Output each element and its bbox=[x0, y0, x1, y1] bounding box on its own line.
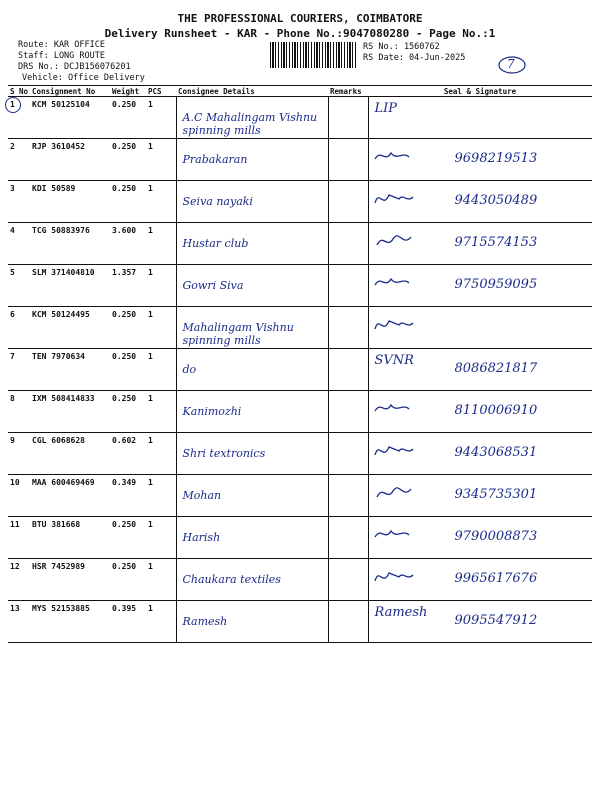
signature-scribble-icon bbox=[373, 483, 433, 505]
phone-handwriting: 9715574153 bbox=[454, 235, 538, 250]
row-remarks bbox=[328, 307, 368, 349]
consignee-handwriting: Gowri Siva bbox=[182, 279, 244, 292]
row-signature bbox=[368, 349, 592, 391]
table-row bbox=[8, 265, 592, 307]
consignee-handwriting: Mahalingam Vishnu spinning mills bbox=[182, 321, 294, 347]
signature-scribble-icon bbox=[373, 315, 433, 337]
row-signature bbox=[368, 223, 592, 265]
row-consignee bbox=[176, 139, 328, 181]
row-weight: 0.250 bbox=[110, 391, 146, 433]
table-row bbox=[8, 139, 592, 181]
row-sno: 2 bbox=[8, 139, 30, 181]
row-consignee bbox=[176, 475, 328, 517]
row-weight: 0.250 bbox=[110, 181, 146, 223]
row-pcs: 1 bbox=[146, 265, 176, 307]
consignee-handwriting: Chaukara textiles bbox=[182, 573, 281, 586]
phone-handwriting: 9965617676 bbox=[454, 571, 538, 586]
row-sno: 3 bbox=[8, 181, 30, 223]
row-consignee bbox=[176, 559, 328, 601]
row-remarks bbox=[328, 517, 368, 559]
row-remarks bbox=[328, 433, 368, 475]
row-remarks bbox=[328, 559, 368, 601]
row-remarks bbox=[328, 139, 368, 181]
col-signature: Seal & Signature bbox=[368, 86, 592, 97]
row-sno: 12 bbox=[8, 559, 30, 601]
row-weight: 0.250 bbox=[110, 139, 146, 181]
row-remarks bbox=[328, 475, 368, 517]
company-title: THE PROFESSIONAL COURIERS, COIMBATORE bbox=[177, 12, 423, 25]
barcode-icon bbox=[270, 42, 356, 68]
consignee-handwriting: Kanimozhi bbox=[182, 405, 242, 418]
table-row bbox=[8, 433, 592, 475]
row-pcs: 1 bbox=[146, 223, 176, 265]
row-consignment-no: BTU 381668 bbox=[30, 517, 110, 559]
row-signature bbox=[368, 307, 592, 349]
table-row bbox=[8, 97, 592, 139]
signature-text: SVNR bbox=[374, 353, 414, 368]
row-signature bbox=[368, 517, 592, 559]
row-remarks bbox=[328, 349, 368, 391]
row-sno: 8 bbox=[8, 391, 30, 433]
row-consignment-no: CGL 6068628 bbox=[30, 433, 110, 475]
col-consignment: Consignment No bbox=[30, 86, 110, 97]
col-weight: Weight bbox=[110, 86, 146, 97]
rs-date: RS Date: 04-Jun-2025 bbox=[363, 53, 466, 63]
consignee-handwriting: Harish bbox=[182, 531, 221, 544]
table-row bbox=[8, 475, 592, 517]
row-weight: 0.349 bbox=[110, 475, 146, 517]
vehicle-label: Vehicle: Office Delivery bbox=[22, 73, 145, 83]
route-label: Route: KAR OFFICE bbox=[18, 40, 105, 50]
row-consignment-no: HSR 7452989 bbox=[30, 559, 110, 601]
row-sno: 1 bbox=[8, 97, 30, 139]
row-consignment-no: KCM 50124495 bbox=[30, 307, 110, 349]
row-weight: 0.250 bbox=[110, 97, 146, 139]
row-sno: 6 bbox=[8, 307, 30, 349]
table-row bbox=[8, 601, 592, 643]
drs-label: DRS No.: DCJB156076201 bbox=[18, 62, 131, 72]
row-pcs: 1 bbox=[146, 139, 176, 181]
row-consignment-no: KDI 50589 bbox=[30, 181, 110, 223]
signature-scribble-icon bbox=[373, 273, 433, 295]
runsheet-table bbox=[8, 85, 592, 643]
table-row bbox=[8, 223, 592, 265]
row-pcs: 1 bbox=[146, 517, 176, 559]
row-sno: 10 bbox=[8, 475, 30, 517]
col-consignee: Consignee Details bbox=[176, 86, 328, 97]
signature-scribble-icon bbox=[373, 441, 433, 463]
row-consignee bbox=[176, 307, 328, 349]
circle-mark-icon bbox=[5, 97, 21, 113]
row-weight: 0.395 bbox=[110, 601, 146, 643]
row-signature bbox=[368, 391, 592, 433]
signature-scribble-icon bbox=[373, 231, 433, 253]
table-row bbox=[8, 181, 592, 223]
phone-handwriting: 9443068531 bbox=[454, 445, 538, 460]
row-weight: 0.250 bbox=[110, 559, 146, 601]
phone-handwriting: 9790008873 bbox=[454, 529, 538, 544]
signature-text: Ramesh bbox=[374, 605, 428, 620]
row-sno: 7 bbox=[8, 349, 30, 391]
row-pcs: 1 bbox=[146, 391, 176, 433]
col-pcs: PCS bbox=[146, 86, 176, 97]
runsheet-subtitle: Delivery Runsheet - KAR - Phone No.:9047080280 - Page No.:1 bbox=[104, 27, 496, 40]
row-pcs: 1 bbox=[146, 601, 176, 643]
row-pcs: 1 bbox=[146, 307, 176, 349]
phone-handwriting: 9750959095 bbox=[454, 277, 538, 292]
row-pcs: 1 bbox=[146, 97, 176, 139]
row-consignee bbox=[176, 433, 328, 475]
row-sno: 5 bbox=[8, 265, 30, 307]
table-row bbox=[8, 559, 592, 601]
consignee-handwriting: Shri textronics bbox=[182, 447, 266, 460]
row-remarks bbox=[328, 265, 368, 307]
row-consignment-no: KCM 50125104 bbox=[30, 97, 110, 139]
row-signature bbox=[368, 97, 592, 139]
page-mark bbox=[497, 55, 527, 75]
phone-handwriting: 9443050489 bbox=[454, 193, 538, 208]
row-consignee bbox=[176, 391, 328, 433]
row-sno: 11 bbox=[8, 517, 30, 559]
signature-scribble-icon bbox=[373, 147, 433, 169]
signature-scribble-icon bbox=[373, 399, 433, 421]
row-signature bbox=[368, 139, 592, 181]
table-row bbox=[8, 391, 592, 433]
row-pcs: 1 bbox=[146, 433, 176, 475]
row-signature bbox=[368, 475, 592, 517]
row-sno: 4 bbox=[8, 223, 30, 265]
row-pcs: 1 bbox=[146, 181, 176, 223]
signature-scribble-icon bbox=[373, 189, 433, 211]
row-consignment-no: MAA 600469469 bbox=[30, 475, 110, 517]
signature-text: LIP bbox=[374, 101, 398, 116]
row-remarks bbox=[328, 97, 368, 139]
row-weight: 0.602 bbox=[110, 433, 146, 475]
col-sno: S No bbox=[10, 86, 29, 96]
phone-handwriting: 9698219513 bbox=[454, 151, 538, 166]
row-consignee bbox=[176, 517, 328, 559]
table-row bbox=[8, 349, 592, 391]
page-mark-number: 7 bbox=[507, 57, 515, 71]
row-consignment-no: SLM 371404810 bbox=[30, 265, 110, 307]
row-signature bbox=[368, 265, 592, 307]
row-signature bbox=[368, 433, 592, 475]
row-remarks bbox=[328, 601, 368, 643]
consignee-handwriting: Hustar club bbox=[182, 237, 249, 250]
row-consignment-no: TCG 50883976 bbox=[30, 223, 110, 265]
consignee-handwriting: A.C Mahalingam Vishnu spinning mills bbox=[182, 111, 318, 137]
row-consignee bbox=[176, 181, 328, 223]
row-signature bbox=[368, 181, 592, 223]
row-weight: 0.250 bbox=[110, 349, 146, 391]
row-remarks bbox=[328, 181, 368, 223]
row-signature bbox=[368, 559, 592, 601]
row-weight: 1.357 bbox=[110, 265, 146, 307]
rs-number: RS No.: 1560762 bbox=[363, 42, 440, 52]
phone-handwriting: 8086821817 bbox=[454, 361, 538, 376]
row-consignee bbox=[176, 349, 328, 391]
row-consignment-no: MYS 52153885 bbox=[30, 601, 110, 643]
consignee-handwriting: Seiva nayaki bbox=[182, 195, 253, 208]
table-header-row bbox=[8, 86, 592, 97]
row-consignment-no: RJP 3610452 bbox=[30, 139, 110, 181]
consignee-handwriting: do bbox=[182, 363, 197, 376]
table-row bbox=[8, 307, 592, 349]
phone-handwriting: 9345735301 bbox=[454, 487, 538, 502]
row-weight: 0.250 bbox=[110, 517, 146, 559]
row-consignment-no: TEN 7970634 bbox=[30, 349, 110, 391]
table-row bbox=[8, 517, 592, 559]
row-consignee bbox=[176, 97, 328, 139]
row-pcs: 1 bbox=[146, 559, 176, 601]
row-consignee bbox=[176, 601, 328, 643]
row-weight: 3.600 bbox=[110, 223, 146, 265]
signature-scribble-icon bbox=[373, 525, 433, 547]
phone-handwriting: 8110006910 bbox=[454, 403, 538, 418]
row-remarks bbox=[328, 223, 368, 265]
row-signature bbox=[368, 601, 592, 643]
row-sno: 9 bbox=[8, 433, 30, 475]
row-pcs: 1 bbox=[146, 475, 176, 517]
row-consignee bbox=[176, 265, 328, 307]
row-remarks bbox=[328, 391, 368, 433]
row-consignee bbox=[176, 223, 328, 265]
row-sno: 13 bbox=[8, 601, 30, 643]
staff-label: Staff: LONG ROUTE bbox=[18, 51, 105, 61]
row-pcs: 1 bbox=[146, 349, 176, 391]
row-weight: 0.250 bbox=[110, 307, 146, 349]
consignee-handwriting: Prabakaran bbox=[182, 153, 248, 166]
phone-handwriting: 9095547912 bbox=[454, 613, 538, 628]
col-remarks: Remarks bbox=[328, 86, 368, 97]
signature-scribble-icon bbox=[373, 567, 433, 589]
row-consignment-no: IXM 508414833 bbox=[30, 391, 110, 433]
consignee-handwriting: Mohan bbox=[182, 489, 222, 502]
consignee-handwriting: Ramesh bbox=[182, 615, 228, 628]
